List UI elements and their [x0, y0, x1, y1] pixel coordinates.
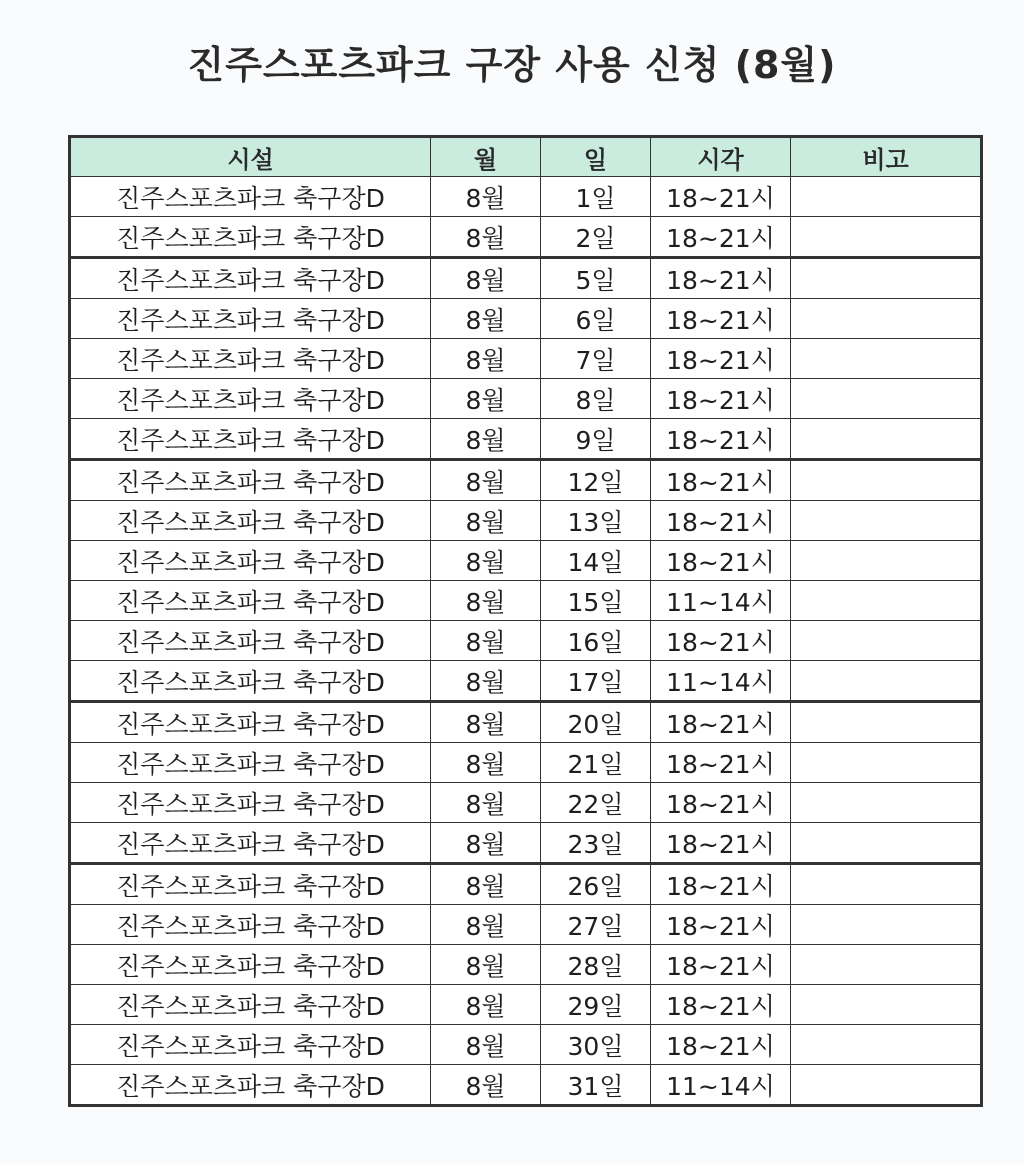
cell-facility: 진주스포츠파크 축구장D — [70, 177, 431, 217]
cell-time: 18~21시 — [651, 702, 791, 743]
cell-facility: 진주스포츠파크 축구장D — [70, 702, 431, 743]
table-row — [70, 258, 982, 299]
cell-month: 8월 — [431, 864, 541, 905]
cell-note — [791, 702, 982, 743]
cell-month: 8월 — [431, 945, 541, 985]
cell-facility: 진주스포츠파크 축구장D — [70, 743, 431, 783]
cell-time: 18~21시 — [651, 905, 791, 945]
table-row — [70, 299, 982, 339]
cell-day: 23일 — [541, 823, 651, 864]
cell-note — [791, 581, 982, 621]
cell-note — [791, 985, 982, 1025]
cell-time: 18~21시 — [651, 541, 791, 581]
cell-facility: 진주스포츠파크 축구장D — [70, 379, 431, 419]
cell-note — [791, 339, 982, 379]
cell-month: 8월 — [431, 985, 541, 1025]
table-row — [70, 217, 982, 258]
cell-time: 11~14시 — [651, 661, 791, 702]
cell-note — [791, 379, 982, 419]
cell-month: 8월 — [431, 823, 541, 864]
cell-facility: 진주스포츠파크 축구장D — [70, 945, 431, 985]
cell-facility: 진주스포츠파크 축구장D — [70, 783, 431, 823]
cell-month: 8월 — [431, 905, 541, 945]
cell-note — [791, 419, 982, 460]
cell-day: 21일 — [541, 743, 651, 783]
page-title: 진주스포츠파크 구장 사용 신청 (8월) — [187, 43, 837, 87]
cell-day: 7일 — [541, 339, 651, 379]
cell-facility: 진주스포츠파크 축구장D — [70, 661, 431, 702]
cell-month: 8월 — [431, 541, 541, 581]
cell-time: 18~21시 — [651, 864, 791, 905]
cell-facility: 진주스포츠파크 축구장D — [70, 460, 431, 501]
table-row — [70, 581, 982, 621]
cell-day: 13일 — [541, 501, 651, 541]
cell-note — [791, 783, 982, 823]
cell-facility: 진주스포츠파크 축구장D — [70, 258, 431, 299]
table-row — [70, 541, 982, 581]
cell-day: 31일 — [541, 1065, 651, 1106]
header-month: 월 — [431, 137, 541, 177]
cell-note — [791, 258, 982, 299]
header-day: 일 — [541, 137, 651, 177]
table-row — [70, 661, 982, 702]
cell-day: 15일 — [541, 581, 651, 621]
table-row — [70, 985, 982, 1025]
cell-month: 8월 — [431, 501, 541, 541]
cell-day: 1일 — [541, 177, 651, 217]
cell-day: 16일 — [541, 621, 651, 661]
cell-note — [791, 945, 982, 985]
cell-facility: 진주스포츠파크 축구장D — [70, 339, 431, 379]
table-row — [70, 702, 982, 743]
cell-time: 18~21시 — [651, 945, 791, 985]
cell-time: 18~21시 — [651, 501, 791, 541]
cell-time: 11~14시 — [651, 1065, 791, 1106]
table-row — [70, 743, 982, 783]
table-row — [70, 501, 982, 541]
cell-note — [791, 743, 982, 783]
table-header-row — [70, 137, 982, 177]
cell-time: 18~21시 — [651, 460, 791, 501]
table-row — [70, 864, 982, 905]
cell-facility: 진주스포츠파크 축구장D — [70, 501, 431, 541]
cell-note — [791, 1065, 982, 1106]
cell-time: 18~21시 — [651, 985, 791, 1025]
cell-time: 18~21시 — [651, 419, 791, 460]
cell-month: 8월 — [431, 379, 541, 419]
cell-facility: 진주스포츠파크 축구장D — [70, 217, 431, 258]
cell-facility: 진주스포츠파크 축구장D — [70, 985, 431, 1025]
cell-time: 18~21시 — [651, 783, 791, 823]
header-note: 비고 — [791, 137, 982, 177]
cell-facility: 진주스포츠파크 축구장D — [70, 621, 431, 661]
cell-day: 22일 — [541, 783, 651, 823]
cell-month: 8월 — [431, 419, 541, 460]
cell-time: 11~14시 — [651, 581, 791, 621]
table-row — [70, 823, 982, 864]
cell-month: 8월 — [431, 743, 541, 783]
cell-day: 28일 — [541, 945, 651, 985]
cell-facility: 진주스포츠파크 축구장D — [70, 299, 431, 339]
cell-time: 18~21시 — [651, 621, 791, 661]
cell-month: 8월 — [431, 661, 541, 702]
cell-day: 26일 — [541, 864, 651, 905]
cell-time: 18~21시 — [651, 299, 791, 339]
cell-time: 18~21시 — [651, 339, 791, 379]
cell-month: 8월 — [431, 217, 541, 258]
cell-facility: 진주스포츠파크 축구장D — [70, 541, 431, 581]
cell-day: 6일 — [541, 299, 651, 339]
schedule-table — [68, 135, 983, 1107]
cell-day: 17일 — [541, 661, 651, 702]
cell-time: 18~21시 — [651, 217, 791, 258]
cell-month: 8월 — [431, 177, 541, 217]
cell-facility: 진주스포츠파크 축구장D — [70, 581, 431, 621]
cell-month: 8월 — [431, 460, 541, 501]
table-row — [70, 945, 982, 985]
cell-day: 27일 — [541, 905, 651, 945]
cell-time: 18~21시 — [651, 379, 791, 419]
cell-facility: 진주스포츠파크 축구장D — [70, 1025, 431, 1065]
cell-month: 8월 — [431, 258, 541, 299]
cell-day: 8일 — [541, 379, 651, 419]
cell-day: 14일 — [541, 541, 651, 581]
cell-month: 8월 — [431, 702, 541, 743]
cell-month: 8월 — [431, 299, 541, 339]
cell-note — [791, 823, 982, 864]
cell-note — [791, 1025, 982, 1065]
cell-month: 8월 — [431, 1025, 541, 1065]
cell-month: 8월 — [431, 581, 541, 621]
cell-time: 18~21시 — [651, 258, 791, 299]
cell-facility: 진주스포츠파크 축구장D — [70, 1065, 431, 1106]
cell-day: 29일 — [541, 985, 651, 1025]
cell-note — [791, 177, 982, 217]
table-row — [70, 419, 982, 460]
header-facility: 시설 — [70, 137, 431, 177]
cell-time: 18~21시 — [651, 177, 791, 217]
cell-note — [791, 541, 982, 581]
table-row — [70, 379, 982, 419]
cell-note — [791, 621, 982, 661]
cell-day: 30일 — [541, 1025, 651, 1065]
table-row — [70, 1025, 982, 1065]
table-row — [70, 339, 982, 379]
cell-note — [791, 460, 982, 501]
cell-time: 18~21시 — [651, 823, 791, 864]
cell-note — [791, 217, 982, 258]
cell-note — [791, 299, 982, 339]
cell-day: 12일 — [541, 460, 651, 501]
table-row — [70, 177, 982, 217]
cell-day: 20일 — [541, 702, 651, 743]
cell-month: 8월 — [431, 783, 541, 823]
table-row — [70, 783, 982, 823]
table-row — [70, 621, 982, 661]
cell-month: 8월 — [431, 1065, 541, 1106]
table-row — [70, 905, 982, 945]
cell-day: 2일 — [541, 217, 651, 258]
cell-note — [791, 864, 982, 905]
cell-day: 9일 — [541, 419, 651, 460]
cell-day: 5일 — [541, 258, 651, 299]
cell-facility: 진주스포츠파크 축구장D — [70, 419, 431, 460]
cell-note — [791, 501, 982, 541]
cell-time: 18~21시 — [651, 743, 791, 783]
table-row — [70, 1065, 982, 1106]
cell-note — [791, 905, 982, 945]
cell-facility: 진주스포츠파크 축구장D — [70, 905, 431, 945]
cell-note — [791, 661, 982, 702]
table-body — [70, 177, 982, 1106]
header-time: 시각 — [651, 137, 791, 177]
cell-month: 8월 — [431, 621, 541, 661]
cell-facility: 진주스포츠파크 축구장D — [70, 864, 431, 905]
table-row — [70, 460, 982, 501]
cell-facility: 진주스포츠파크 축구장D — [70, 823, 431, 864]
cell-month: 8월 — [431, 339, 541, 379]
cell-time: 18~21시 — [651, 1025, 791, 1065]
